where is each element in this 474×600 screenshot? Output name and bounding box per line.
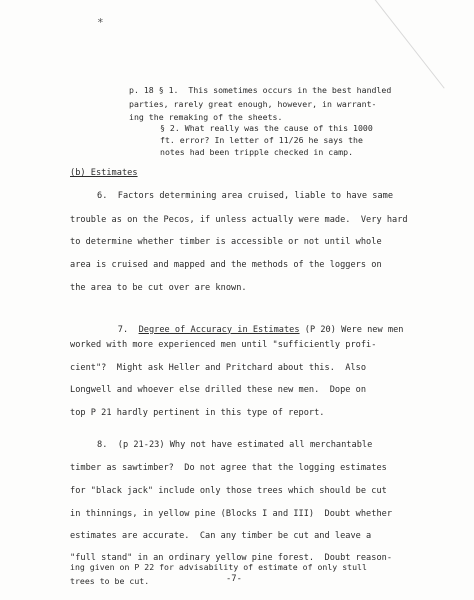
para-line: area is cruised and mapped and the methods of the loggers on (70, 260, 382, 270)
corner-mark: * (97, 16, 104, 29)
footnote-line: parties, rarely great enough, however, in warrant- (129, 99, 377, 109)
para-line: in thinnings, in yellow pine (Blocks I and III) Doubt whether (70, 509, 393, 519)
para-line: trouble as on the Pecos, if unless actually were made. Very hard (70, 215, 408, 225)
footnote-line: ft. error? In letter of 11/26 he says the (160, 135, 363, 145)
footnote-line: § 2. What really was the cause of this 1000 (160, 123, 373, 133)
paper-fold-crease (370, 0, 474, 89)
para7-rest: (P 20) Were new men (299, 324, 404, 335)
footnote-line: notes had been tripple checked in camp. (160, 147, 354, 157)
para-line: trees to be cut. (70, 576, 150, 586)
para-line: top P 21 hardly pertinent in this type of report. (70, 408, 325, 418)
para-line: 6. Factors determining area cruised, liable to have same (97, 191, 394, 201)
para-line: timber as sawtimber? Do not agree that the logging estimates (70, 463, 387, 473)
para-line: ing given on P 22 for advisability of estimate of only stull (70, 562, 367, 572)
para7-title: Degree of Accuracy in Estimates (138, 324, 300, 335)
para-line: for "black jack" include only those trees which should be cut (70, 486, 387, 496)
para-line: the area to be cut over are known. (70, 283, 247, 293)
para-line: cient"? Might ask Heller and Pritchard about this. Also (70, 363, 367, 373)
footnote-line: p. 18 § 1. This sometimes occurs in the best handled (129, 85, 392, 95)
para-line: 8. (p 21-23) Why not have estimated all merchantable (97, 440, 373, 450)
para-line: to determine whether timber is accessible or not until whole (70, 237, 382, 247)
para-line (97, 317, 403, 343)
page-number: -7- (226, 574, 242, 584)
para-line: "full stand" in an ordinary yellow pine forest. Doubt reason- (70, 553, 393, 563)
para-line: worked with more experienced men until "sufficiently profi- (70, 340, 377, 350)
footnote-line: ing the remaking of the sheets. (129, 112, 283, 122)
section-heading: (b) Estimates (70, 168, 138, 178)
para-line: estimates are accurate. Can any timber be cut and leave a (70, 531, 372, 541)
para7-lead: 7. (117, 324, 139, 335)
para-line: Longwell and whoever else drilled these new men. Dope on (70, 385, 367, 395)
